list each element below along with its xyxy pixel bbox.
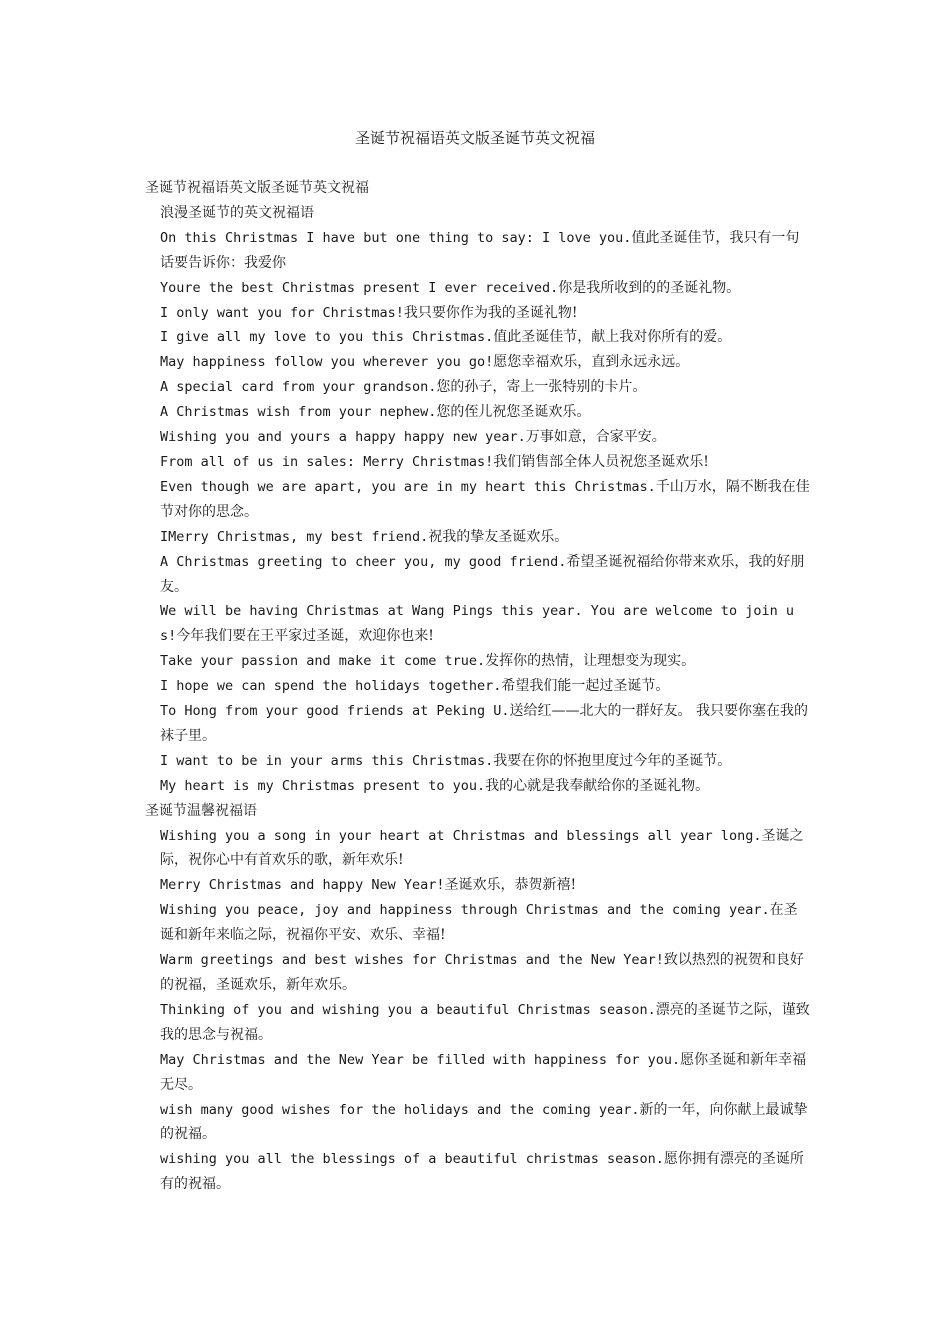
section-1-list (145, 226, 810, 799)
greeting-line (145, 550, 810, 600)
greeting-english: On this Christmas I have but one thing to say: I love you. (160, 229, 632, 246)
greeting-chinese: 漂亮的圣诞节之际，谨致我的思念与祝福。 (160, 1001, 810, 1043)
greeting-chinese: 圣诞之际，祝你心中有首欢乐的歌，新年欢乐! (160, 827, 804, 869)
greeting-chinese: 今年我们要在王平家过圣诞，欢迎你也来! (176, 628, 434, 645)
greeting-line (145, 599, 810, 649)
greeting-line (145, 674, 810, 699)
greeting-english: Merry Christmas and happy New Year! (160, 877, 445, 894)
greeting-line (145, 898, 810, 948)
document-title: 圣诞节祝福语英文版圣诞节英文祝福 (354, 129, 595, 147)
greeting-chinese: 愿你拥有漂亮的圣诞所有的祝福。 (160, 1151, 804, 1193)
greeting-english: To Hong from your good friends at Peking U. (160, 703, 510, 720)
greeting-english: May happiness follow you wherever you go! (160, 354, 494, 371)
greeting-chinese: 新的一年，向你献上最诚挚的祝福。 (160, 1101, 808, 1143)
greeting-line (145, 699, 810, 749)
greeting-line (145, 276, 810, 301)
greeting-english: A Christmas wish from your nephew. (160, 404, 437, 421)
greeting-english: A Christmas greeting to cheer you, my good friend. (160, 553, 567, 570)
greeting-chinese: 千山万水，隔不断我在佳节对你的思念。 (160, 478, 810, 520)
greeting-chinese: 您的孙子，寄上一张特别的卡片。 (436, 379, 647, 396)
greeting-line (145, 400, 810, 425)
greeting-line (145, 425, 810, 450)
greeting-line (145, 774, 810, 799)
greeting-english: Warm greetings and best wishes for Christmas and the New Year! (160, 952, 664, 969)
greeting-english: I hope we can spend the holidays together. (160, 678, 502, 695)
greeting-line (145, 948, 810, 998)
greeting-chinese: 值此圣诞佳节，我只有一句话要告诉你：我爱你 (160, 229, 800, 271)
greeting-english: I only want you for Christmas! (160, 304, 404, 321)
greeting-line (145, 1098, 810, 1148)
greeting-line (145, 475, 810, 525)
greeting-chinese: 愿你圣诞和新年幸福无尽。 (160, 1051, 807, 1093)
document-body (145, 176, 810, 1197)
greeting-english: IMerry Christmas, my best friend. (160, 528, 429, 545)
section-2-list (145, 824, 810, 1198)
greeting-chinese: 发挥你的热情，让理想变为现实。 (485, 653, 696, 670)
greeting-chinese: 希望圣诞祝福给你带来欢乐，我的好朋友。 (160, 553, 805, 595)
greeting-english: May Christmas and the New Year be filled with happiness for you. (160, 1051, 681, 1068)
greeting-line (145, 325, 810, 350)
greeting-line (145, 649, 810, 674)
greeting-chinese: 圣诞欢乐，恭贺新禧! (444, 877, 577, 894)
greeting-english: Wishing you peace, joy and happiness through Christmas and the coming year. (160, 902, 770, 919)
greeting-english: wishing you all the blessings of a beautiful christmas season. (160, 1151, 664, 1168)
greeting-line (145, 749, 810, 774)
greeting-chinese: 您的侄儿祝您圣诞欢乐。 (436, 404, 591, 421)
greeting-chinese: 希望我们能一起过圣诞节。 (501, 678, 670, 695)
greeting-english: A special card from your grandson. (160, 379, 437, 396)
document-heading: 圣诞节祝福语英文版圣诞节英文祝福 (145, 180, 369, 196)
greeting-line (145, 226, 810, 276)
greeting-english: My heart is my Christmas present to you. (160, 777, 486, 794)
greeting-chinese: 愿您幸福欢乐，直到永远永远。 (493, 354, 690, 371)
greeting-english: Even though we are apart, you are in my heart this Christmas. (160, 478, 656, 495)
greeting-english: Youre the best Christmas present I ever received. (160, 279, 559, 296)
greeting-english: wish many good wishes for the holidays and the coming year. (160, 1101, 640, 1118)
greeting-english: I want to be in your arms this Christmas. (160, 752, 494, 769)
greeting-chinese: 致以热烈的祝贺和良好的祝福，圣诞欢乐，新年欢乐。 (160, 952, 804, 993)
greeting-english: From all of us in sales: Merry Christmas! (160, 453, 494, 470)
greeting-line (145, 301, 810, 326)
greeting-line (145, 873, 810, 898)
greeting-chinese: 万事如意，合家平安。 (525, 429, 666, 446)
section-1-title: 浪漫圣诞节的英文祝福语 (160, 204, 314, 221)
greeting-line (145, 350, 810, 375)
section-2-title: 圣诞节温馨祝福语 (145, 802, 257, 819)
greeting-english: Thinking of you and wishing you a beautiful Christmas season. (160, 1001, 656, 1018)
greeting-chinese: 在圣诞和新年来临之际，祝福你平安、欢乐、幸福! (160, 902, 798, 944)
greeting-english: We will be having Christmas at Wang Pings this year. You are welcome to join us! (160, 603, 794, 645)
greeting-line (145, 1147, 810, 1197)
greeting-line (145, 525, 810, 550)
greeting-chinese: 值此圣诞佳节，献上我对你所有的爱。 (493, 329, 732, 346)
greeting-english: Wishing you a song in your heart at Christmas and blessings all year long. (160, 827, 762, 844)
greeting-english: I give all my love to you this Christmas. (160, 329, 494, 346)
greeting-chinese: 送给红——北大的一群好友。 我只要你塞在我的袜子里。 (160, 703, 808, 744)
greeting-line (145, 450, 810, 475)
greeting-english: Wishing you and yours a happy happy new year. (160, 429, 526, 446)
greeting-chinese: 我们销售部全体人员祝您圣诞欢乐! (493, 453, 709, 470)
greeting-line (145, 998, 810, 1048)
greeting-line (145, 824, 810, 874)
greeting-line (145, 1048, 810, 1098)
greeting-english: Take your passion and make it come true. (160, 653, 486, 670)
greeting-line (145, 375, 810, 400)
greeting-chinese: 你是我所收到的的圣诞礼物。 (558, 279, 741, 296)
greeting-chinese: 我只要你作为我的圣诞礼物! (403, 304, 578, 321)
greeting-chinese: 我的心就是我奉献给你的圣诞礼物。 (485, 777, 710, 794)
greeting-chinese: 我要在你的怀抱里度过今年的圣诞节。 (493, 752, 732, 769)
greeting-chinese: 祝我的挚友圣诞欢乐。 (428, 528, 569, 545)
